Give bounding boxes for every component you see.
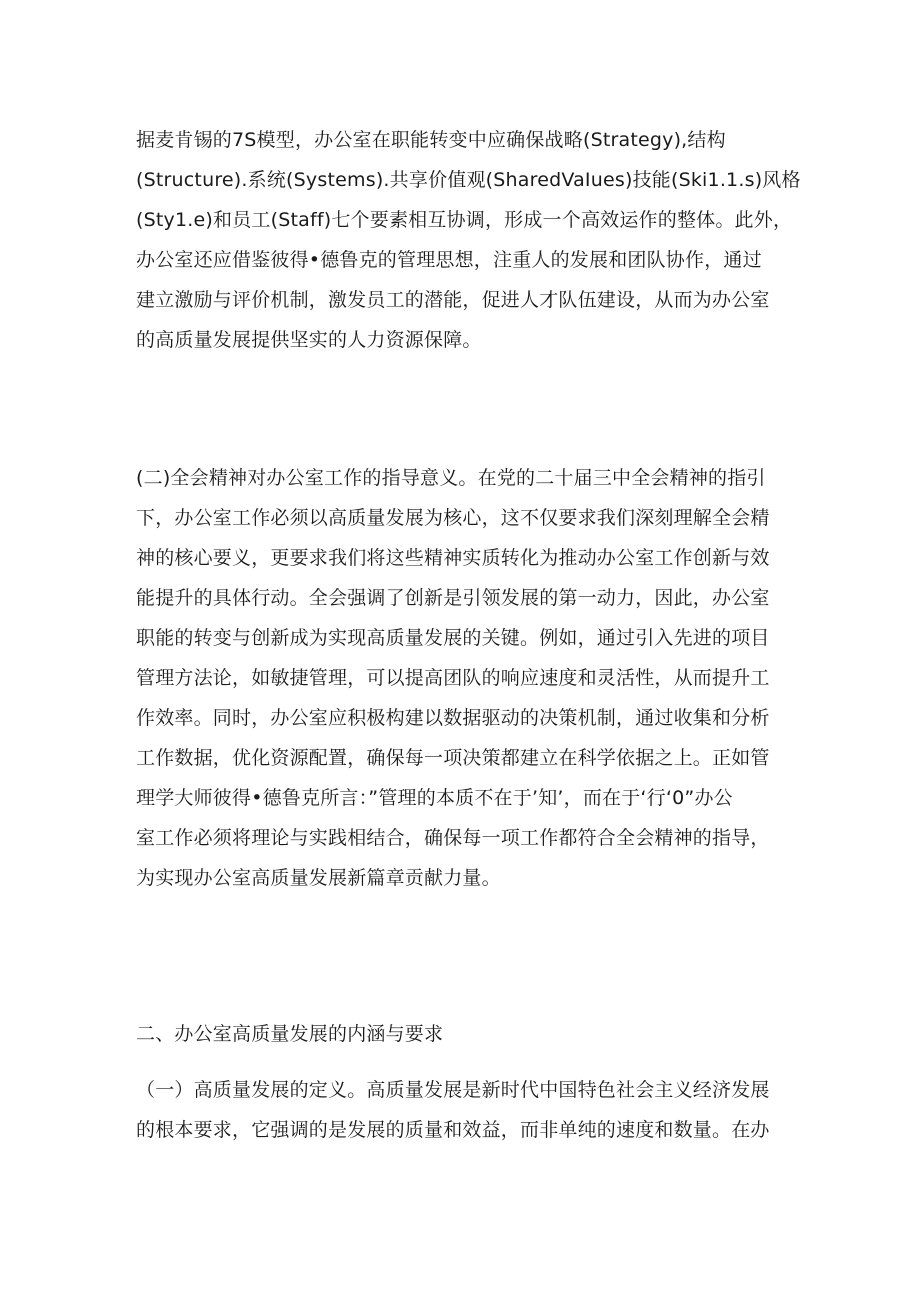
text-line: (Structure).系统(Systems).共享价值观(SharedVaIues)技能(Ski1.1.s)风格: [136, 169, 801, 191]
text-line: 的根本要求，它强调的是发展的质量和效益，而非单纯的速度和数量。在办: [136, 1119, 770, 1141]
text-line: 的高质量发展提供坚实的人力资源保障。: [136, 329, 482, 351]
text-line: 能提升的具体行动。全会强调了创新是引领发展的第一动力，因此，办公室: [136, 587, 770, 609]
text-line: 为实现办公室高质量发展新篇章贡献力量。: [136, 867, 501, 889]
text-line: 建立激励与评价机制，激发员工的潜能，促进人才队伍建设，从而为办公室: [136, 289, 770, 311]
text-line: 神的核心要义，更要求我们将这些精神实质转化为推动办公室工作创新与效: [136, 547, 770, 569]
text-line: 理学大师彼得•德鲁克所言：”管理的本质不在于’知’，而在于‘行‘0”办公: [136, 787, 733, 809]
text-line: （一）高质量发展的定义。高质量发展是新时代中国特色社会主义经济发展: [136, 1079, 770, 1101]
section-heading: [136, 1014, 443, 1054]
text-line: 据麦肯锡的7S模型，办公室在职能转变中应确保战略(Strategy),结构: [136, 129, 726, 151]
text-line: 作效率。同时，办公室应积极构建以数据驱动的决策机制，通过收集和分析: [136, 707, 770, 729]
section-heading-text: 二、办公室高质量发展的内涵与要求: [136, 1023, 444, 1045]
text-line: 办公室还应借鉴彼得•德鲁克的管理思想，注重人的发展和团队协作，通过: [136, 249, 762, 271]
text-line: 工作数据，优化资源配置，确保每一项决策都建立在科学依据之上。正如管: [136, 747, 770, 769]
text-line: 管理方法论，如敏捷管理，可以提高团队的响应速度和灵活性，从而提升工: [136, 667, 770, 689]
text-line: (Sty1.e)和员工(Staff)七个要素相互协调，形成一个高效运作的整体。此外，: [136, 209, 793, 231]
paragraph-7s-model: [136, 120, 801, 360]
paragraph-plenary-guidance: [136, 458, 770, 898]
text-line: 下，办公室工作必须以高质量发展为核心，这不仅要求我们深刻理解全会精: [136, 507, 770, 529]
text-line: 职能的转变与创新成为实现高质量发展的关键。例如，通过引入先进的项目: [136, 627, 770, 649]
text-line: (二)全会精神对办公室工作的指导意义。在党的二十届三中全会精神的指引: [136, 467, 766, 489]
paragraph-definition: [136, 1070, 770, 1150]
text-line: 室工作必须将理论与实践相结合，确保每一项工作都符合全会精神的指导，: [136, 827, 770, 849]
